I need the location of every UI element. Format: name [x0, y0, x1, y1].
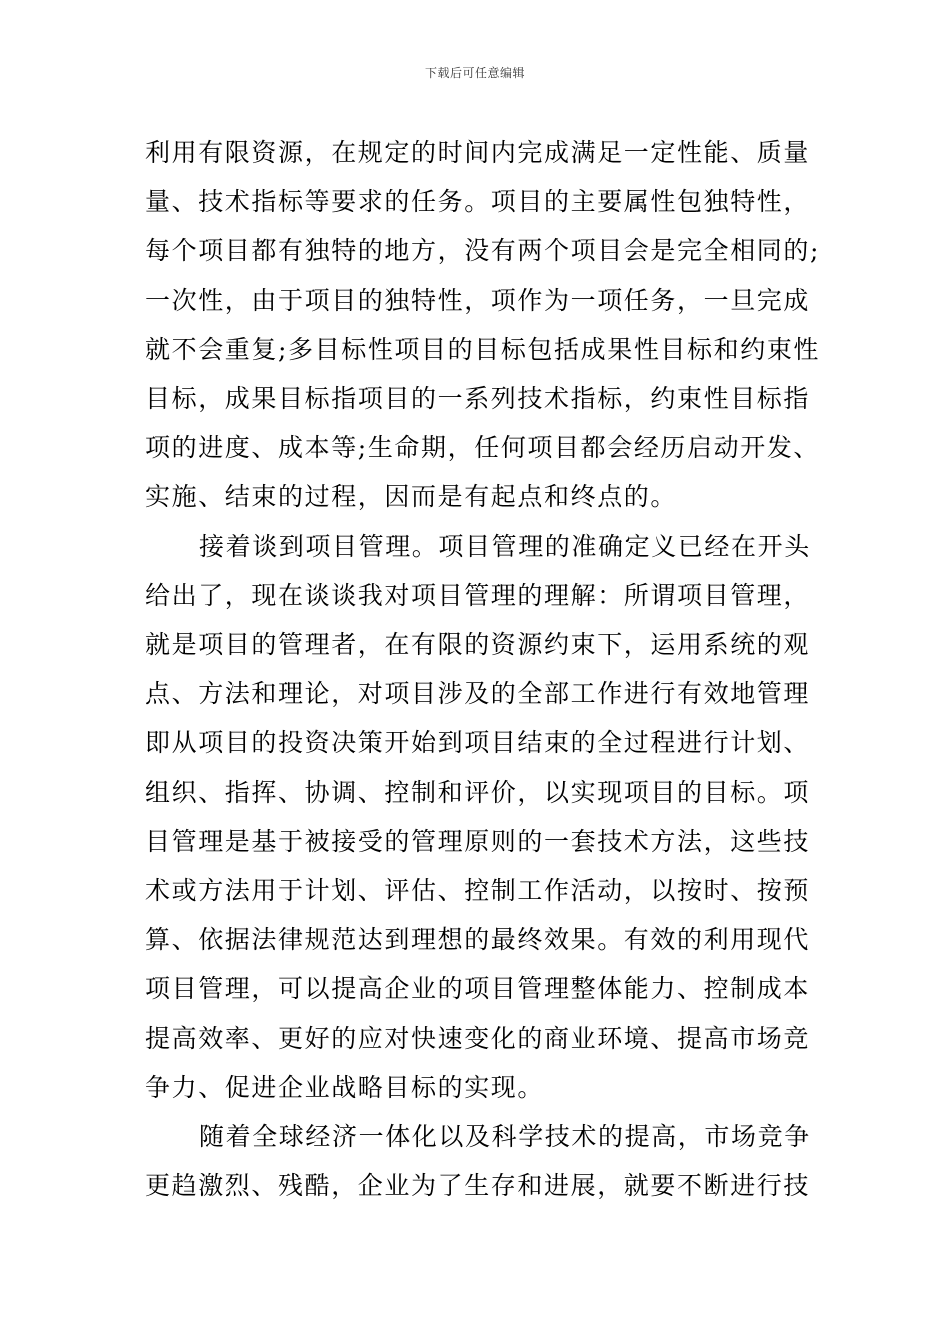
- text-line: 争力、促进企业战略目标的实现。: [145, 1072, 545, 1102]
- text-line: 项的进度、成本等;生命期，任何项目都会经历启动开发、: [145, 433, 821, 463]
- text-line: 更趋激烈、残酷，企业为了生存和进展，就要不断进行技: [145, 1171, 811, 1201]
- text-line: 利用有限资源，在规定的时间内完成满足一定性能、质量: [145, 138, 811, 167]
- text-line: 术或方法用于计划、评估、控制工作活动，以按时、按预: [145, 876, 811, 906]
- paragraph: [145, 522, 811, 1112]
- paragraph: [145, 128, 821, 522]
- page-header: 下载后可任意编辑: [424, 66, 525, 80]
- text-line: 目管理是基于被接受的管理原则的一套技术方法，这些技: [145, 826, 811, 856]
- text-line: 给出了，现在谈谈我对项目管理的理解：所谓项目管理，: [145, 580, 811, 610]
- text-line: 就是项目的管理者，在有限的资源约束下，运用系统的观: [145, 630, 811, 660]
- text-line: 接着谈到项目管理。项目管理的准确定义已经在开头: [199, 531, 811, 561]
- text-line: 随着全球经济一体化以及科学技术的提高，市场竞争: [199, 1122, 811, 1152]
- text-line: 实施、结束的过程，因而是有起点和终点的。: [145, 482, 678, 512]
- text-line: 一次性，由于项目的独特性，项作为一项任务，一旦完成: [145, 285, 811, 315]
- text-line: 算、依据法律规范达到理想的最终效果。有效的利用现代: [145, 925, 811, 955]
- text-line: 即从项目的投资决策开始到项目结束的全过程进行计划、: [145, 728, 811, 758]
- text-line: 点、方法和理论，对项目涉及的全部工作进行有效地管理: [145, 679, 811, 709]
- body-text: [145, 128, 821, 1210]
- paragraph: [145, 1112, 811, 1210]
- text-line: 项目管理，可以提高企业的项目管理整体能力、控制成本: [145, 974, 811, 1004]
- text-line: 就不会重复;多目标性项目的目标包括成果性目标和约束性: [145, 334, 821, 364]
- text-line: 量、技术指标等要求的任务。项目的主要属性包独特性，: [145, 187, 811, 217]
- text-line: 目标，成果目标指项目的一系列技术指标，约束性目标指: [145, 384, 811, 414]
- text-line: 每个项目都有独特的地方，没有两个项目会是完全相同的;: [145, 236, 821, 266]
- text-line: 组织、指挥、协调、控制和评价，以实现项目的目标。项: [145, 777, 811, 807]
- text-line: 提高效率、更好的应对快速变化的商业环境、提高市场竞: [145, 1023, 811, 1053]
